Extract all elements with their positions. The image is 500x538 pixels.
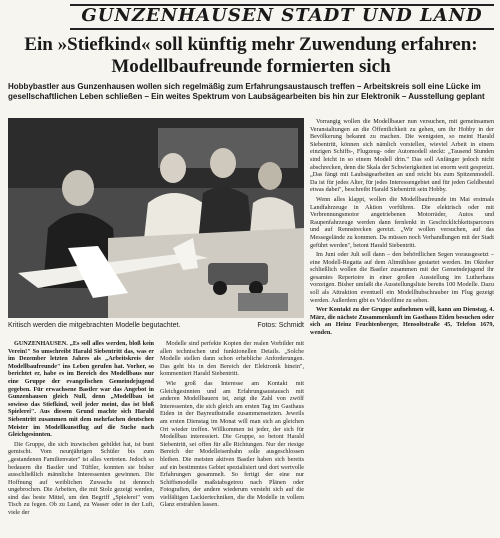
photo-credit: Fotos: Schmidt [257,322,304,329]
article-photo [8,118,304,318]
column-3-paragraph-3: Im Juni oder Juli soll dann – den behördlichen Segen vorausgesetzt – eine Modell-Regatta auf dem Altmühlsee gestartet werden. Im Oktober schließlich wollen die Bastler zusammen mit der Gemeindejugend ihr gesamtes Repertoire in einer großen Ausstellung im Lutherhaus vorzeigen. Bisher umfaßt die Ausstellungsliste bereits 100 Modelle. Dazu soll als Attraktion eventuell ein Modellhubschrauber im Flug gezeigt werden. Außerdem gibt es Videofilme zu sehen. [310,251,494,304]
article-column-1 [8,340,154,532]
column-2-paragraph-2: Wie groß das Interesse am Kontakt mit Gleichgesinnten und am Erfahrungsaustausch mit anderen Modellbauern ist, zeigt die Zahl von zwölf Interessenten, die sich gleich am ersten Tag im Gasthaus Eiden in der Bayreuthstraße zusammensetzten. Jeweils am ersten Dienstag im Monat will man sich an gleichen Ort wieder treffen. Willkommen ist jeder, der sich für Modellbau interessiert. Die Gruppe, so betont Harald Siebentritt, sei offen für alle Richtungen. Nur der riesige Bereich der Modelleisenbahn solle ausgeschlossen bleiben. Die meisten aktiven Bastler haben sich bereits auf ein bestimmtes Gebiet spezialisiert und dort wertvolle Erfahrungen gesammelt. So fertigt der eine nur Schiffsmodelle maßstabsgetreu nach Plänen oder Fotografien, der andere wiederum versteht sich auf die vielfältigen Lackiertechniken, die die Modelle in vollem Glanz erstrahlen lassen. [160,379,304,509]
column-3-paragraph-1: Vorrangig wollen die Modellbauer nun versuchen, mit gemeinsamen Veranstaltungen an die Öffentlichkeit zu gehen, um ihr Hobby in der Bevölkerung bekannt zu machen. Die wenigsten, so meint Harald Siebentritt, können sich nämlich vorstellen, wieviel Arbeit in einem einzigen Schiffs-, Flugzeug- oder Automodell steckt: „Tausend Stunden sind leicht in so einem Modell drin." Das soll Anfänger jedoch nicht abschrecken, denn die Skala der Schwierigkeiten ist enorm weit gespreizt. „Das fängt mit Laubsägearbeiten an und reicht bis zum Spitzenmodell. Da ist für jedes Alter, für jedes Interessengebiet und für jeden Geldbeutel etwas dabei", beschreibt Harald Siebentritt sein Hobby. [310,118,494,194]
column-1-body: Die Gruppe, die sich inzwischen gebildet hat, ist bunt gemischt. Vom neunjährigen Schüler bis zum „gestandenen Familienvater" ist alles vertreten. Jedoch so bedauern die Bastler und Tüftler, konnten sie bisher ausschließlich männliche Interessenten gewinnen. Die Hoffnung auf weiblichen Zuwachs ist dennoch ungebrochen. Die Arbeiten, die mit Stolz gezeigt werden, sind das beste Mittel, um den Begriff „Spielerei" vom Tisch zu fegen. Ob zu Land, zu Wasser oder in der Luft, viele der [8,440,154,517]
section-header [70,4,494,30]
article-column-3 [310,118,494,530]
article-column-2 [160,340,304,532]
caption-text: Kritisch werden die mitgebrachten Modelle begutachtet. [8,322,181,329]
section-title: GUNZENHAUSEN STADT UND LAND [81,5,483,26]
column-1-lead: GUNZENHAUSEN. „Es soll alles werden, bloß kein Verein!" So umschreibt Harald Siebentritt das, was er im Dezember letzten Jahres als „Arbeitskreis der Modellbaufreunde" ins Leben gerufen hat. Vorher, so berichtet er, habe es im Bereich des Modellbaus nur eine Gruppe der evangelischen Gemeindejugend gegeben. Für erwachsene Bastler war das Angebot in Gunzenhausen gleich Null, denn „Modellbau ist sowieso das Stiefkind, weil jeder meint, das ist bloß Spielerei". Aus diesem Grund machte sich Harald Siebentritt zusammen mit dem mehrfachen deutschen Meister im Modellkunstflug auf die Suche nach Gleichgesinnten. [8,340,154,439]
article-subhead: Hobbybastler aus Gunzenhausen wollen sich regelmäßig zum Erfahrungsaustausch treffen – Arbeitskreis soll eine Lücke im gesellschaftlichen Leben schließen – Ein weites Spektrum von Laubsägearbeiten bis hin zur Elektronik – Ausstellung geplant [8,82,485,101]
article-headline: Ein »Stiefkind« soll künftig mehr Zuwendung erfahren: Modellbaufreunde formierten sich [24,34,478,77]
photo-caption [8,321,304,330]
column-3-paragraph-2: Wenn alles klappt, wollen die Modellbaufreunde im Mai erstmals Landfahrzeuge in Aktion vorführen. Die elektrisch oder mit Verbrennungsmotor angetriebenen Motorräder, Autos und Raupenfahrzeuge werden dann fernlenkt in Geschicklichkeitsparcours und auf Rennstrecken gereizt. „Wir wollen versuchen, auf das Messegelände zu kommen. Da müssen noch Verhandlungen mit der Stadt geführt werden", betont Harald Siebentritt. [310,195,494,249]
photo-illustration [8,118,304,318]
column-3-paragraph-4: Wer Kontakt zu der Gruppe aufnehmen will, kann am Dienstag, 4. März, die nächste Zusammenkunft im Gasthaus Eiden besuchen oder sich an Heinz Feuchtenberger, Hensoltstraße 45, Telefon 1679, wenden. [310,306,494,337]
column-2-paragraph-1: Modelle sind perfekte Kopien der realen Vorbilder mit allen technischen und funktionellen Details. „Solche Modelle stellen dann schon erhebliche Anforderungen. Das geht bis in den Bereich der Elektronik hinein", kommentiert Harald Siebentritt. [160,340,304,378]
